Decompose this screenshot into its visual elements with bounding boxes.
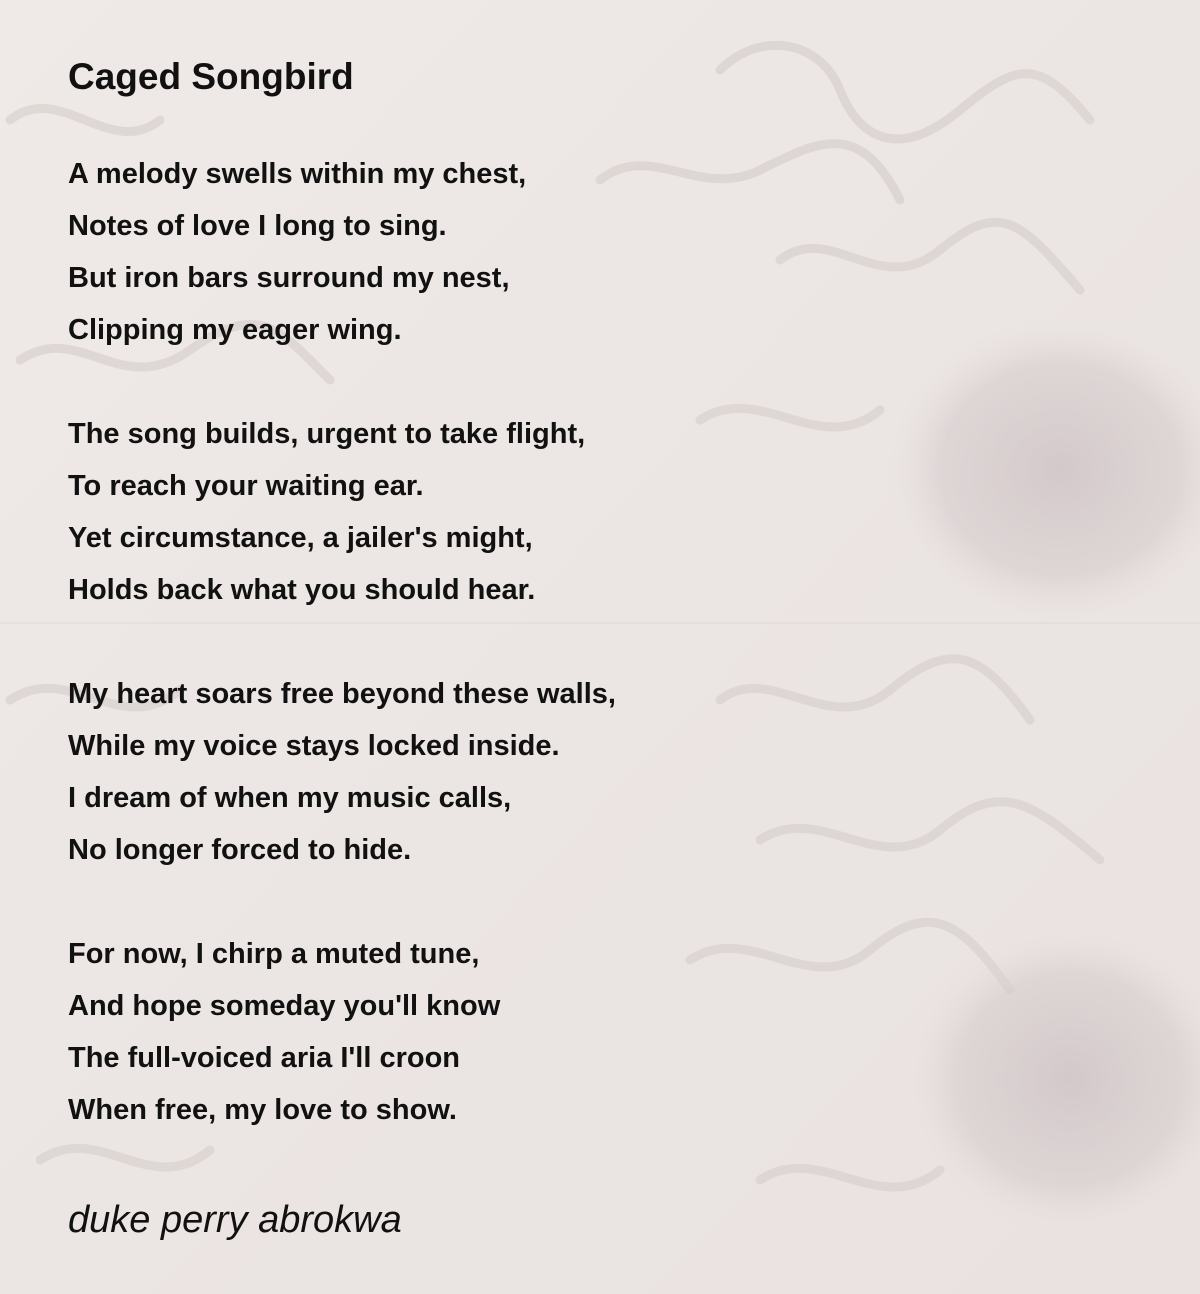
poem-line: I dream of when my music calls, [68, 782, 512, 814]
poem-line: Holds back what you should hear. [68, 574, 536, 606]
poem-author: duke perry abrokwa [68, 1199, 402, 1241]
poem-line: My heart soars free beyond these walls, [68, 678, 616, 710]
poem-line: While my voice stays locked inside. [68, 730, 560, 762]
poem-line: For now, I chirp a muted tune, [68, 938, 480, 970]
poem-line: Clipping my eager wing. [68, 314, 402, 346]
poem-line: To reach your waiting ear. [68, 470, 424, 502]
poem-line: And hope someday you'll know [68, 990, 501, 1022]
poem-line: No longer forced to hide. [68, 834, 412, 866]
poem-title: Caged Songbird [68, 56, 354, 97]
poem-line: A melody swells within my chest, [68, 158, 527, 190]
poem-line: Notes of love I long to sing. [68, 210, 447, 242]
stanza-1 [68, 148, 616, 356]
stanza-2 [68, 408, 616, 616]
stanza-3 [68, 668, 616, 876]
poem-body [68, 148, 616, 1188]
poem-line: When free, my love to show. [68, 1094, 457, 1126]
poem-line: The full-voiced aria I'll croon [68, 1042, 461, 1074]
poem-line: Yet circumstance, a jailer's might, [68, 522, 533, 554]
poem-line: The song builds, urgent to take flight, [68, 418, 586, 450]
poem-line: But iron bars surround my nest, [68, 262, 510, 294]
stanza-4 [68, 928, 616, 1136]
